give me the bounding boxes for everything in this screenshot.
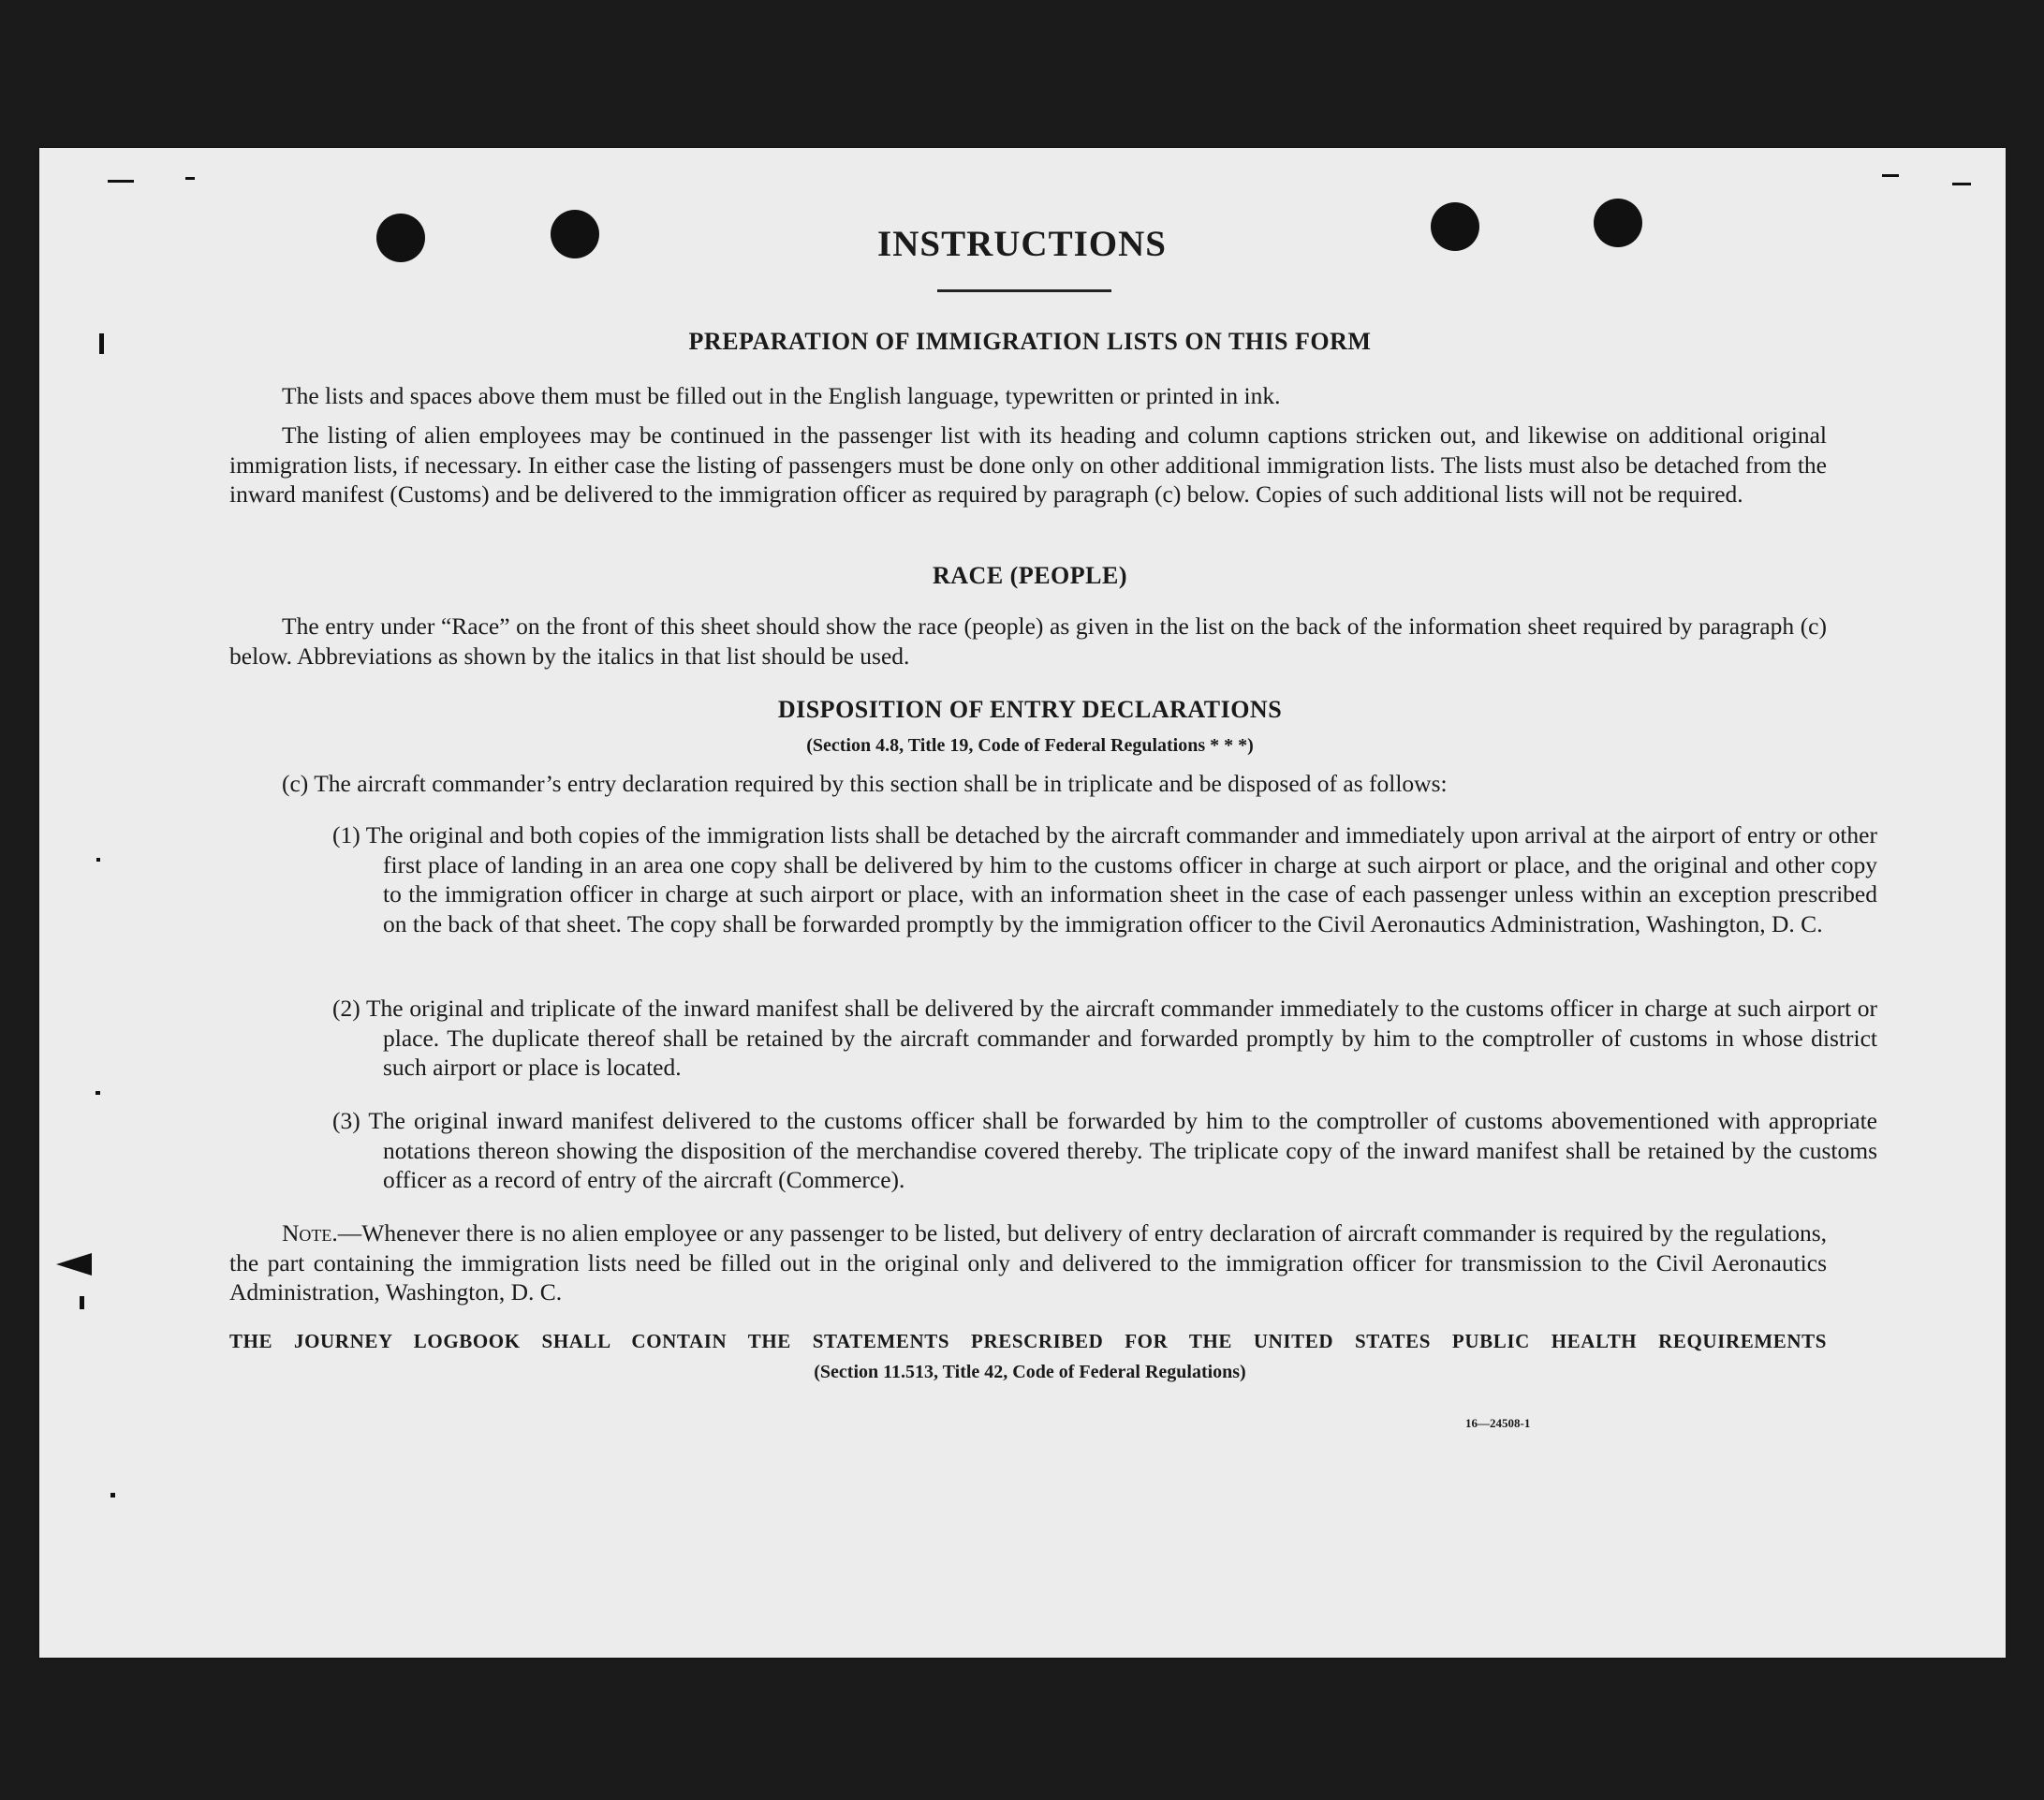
section-heading-race: RACE (PEOPLE) <box>933 562 1127 589</box>
section-citation: (Section 4.8, Title 19, Code of Federal Regulations * * *) <box>806 735 1254 756</box>
margin-mark <box>80 1296 84 1309</box>
margin-mark <box>110 1493 115 1498</box>
section-heading-preparation: PREPARATION OF IMMIGRATION LISTS ON THIS FORM <box>688 328 1372 355</box>
form-number: 16—24508-1 <box>1465 1416 1531 1430</box>
section-heading-disposition: DISPOSITION OF ENTRY DECLARATIONS <box>777 696 1283 723</box>
public-health-citation: (Section 11.513, Title 42, Code of Federal Regulations) <box>814 1362 1246 1382</box>
list-item: (1) The original and both copies of the immigration lists shall be detached by the aircraft commander and immediately upon arrival at the airport of entry or other first place of landing in an area one copy shall be delivered by him to the customs officer in charge at such airport or place, and the original and other copy to the immigration officer in charge at such airport or place, with an information sheet in the case of each passenger unless within an exception prescribed on the back of that sheet. The copy shall be forwarded promptly by the immigration officer to the Civil Aeronautics Administration, Washington, D. C. <box>332 821 1877 937</box>
note-label: Note. <box>282 1219 338 1247</box>
note-paragraph <box>229 1218 1827 1307</box>
paragraph: The listing of alien employees may be continued in the passenger list with its heading and column captions stricken out, and likewise on additional original immigration lists, if necessary. In either case the listing of passengers must be done only on other additional immigration lists. The lists must also be detached from the inward manifest (Customs) and be delivered to the immigration officer as required by paragraph (c) below. Copies of such additional lists will not be required. <box>229 421 1827 508</box>
margin-mark <box>185 177 195 180</box>
margin-mark <box>96 1091 100 1095</box>
list-item: (3) The original inward manifest delivered to the customs officer shall be forwarded by him to the comptroller of customs abovementioned with appropriate notations thereon showing the disposition of the merchandise covered thereby. The triplicate copy of the inward manifest shall be retained by the customs officer as a record of entry of the aircraft (Commerce). <box>332 1107 1877 1193</box>
note-text: —Whenever there is no alien employee or any passenger to be listed, but delivery of entry declaration of aircraft commander is required by the regulations, the part containing the immigration lists need be filled out in the original only and delivered to the immigration officer for transmission to the Civil Aeronautics Administration, Washington, D. C. <box>229 1219 1827 1306</box>
title-underline <box>937 289 1111 292</box>
public-health-statement: THE JOURNEY LOGBOOK SHALL CONTAIN THE STATEMENTS PRESCRIBED FOR THE UNITED STATES PUBLIC HEALTH REQUIREMENTS <box>229 1330 1827 1352</box>
margin-mark <box>1952 183 1971 185</box>
margin-mark <box>1882 174 1899 177</box>
page-title: INSTRUCTIONS <box>877 224 1167 264</box>
margin-mark <box>96 858 100 862</box>
list-item: (2) The original and triplicate of the inward manifest shall be delivered by the aircraft commander immediately to the customs officer in charge at such airport or place. The duplicate thereof shall be retained by the aircraft commander and forwarded promptly by him to the comptroller of customs in whose district such airport or place is located. <box>332 995 1877 1081</box>
paragraph: The lists and spaces above them must be filled out in the English language, typewritten or printed in ink. <box>282 382 1281 409</box>
paragraph-c: (c) The aircraft commander’s entry declaration required by this section shall be in triplicate and be disposed of as follows: <box>282 770 1448 797</box>
margin-mark <box>108 180 134 183</box>
paragraph: The entry under “Race” on the front of this sheet should show the race (people) as given in the list on the back of the information sheet required by paragraph (c) below. Abbreviations as shown by the italics in that list should be used. <box>229 612 1827 670</box>
